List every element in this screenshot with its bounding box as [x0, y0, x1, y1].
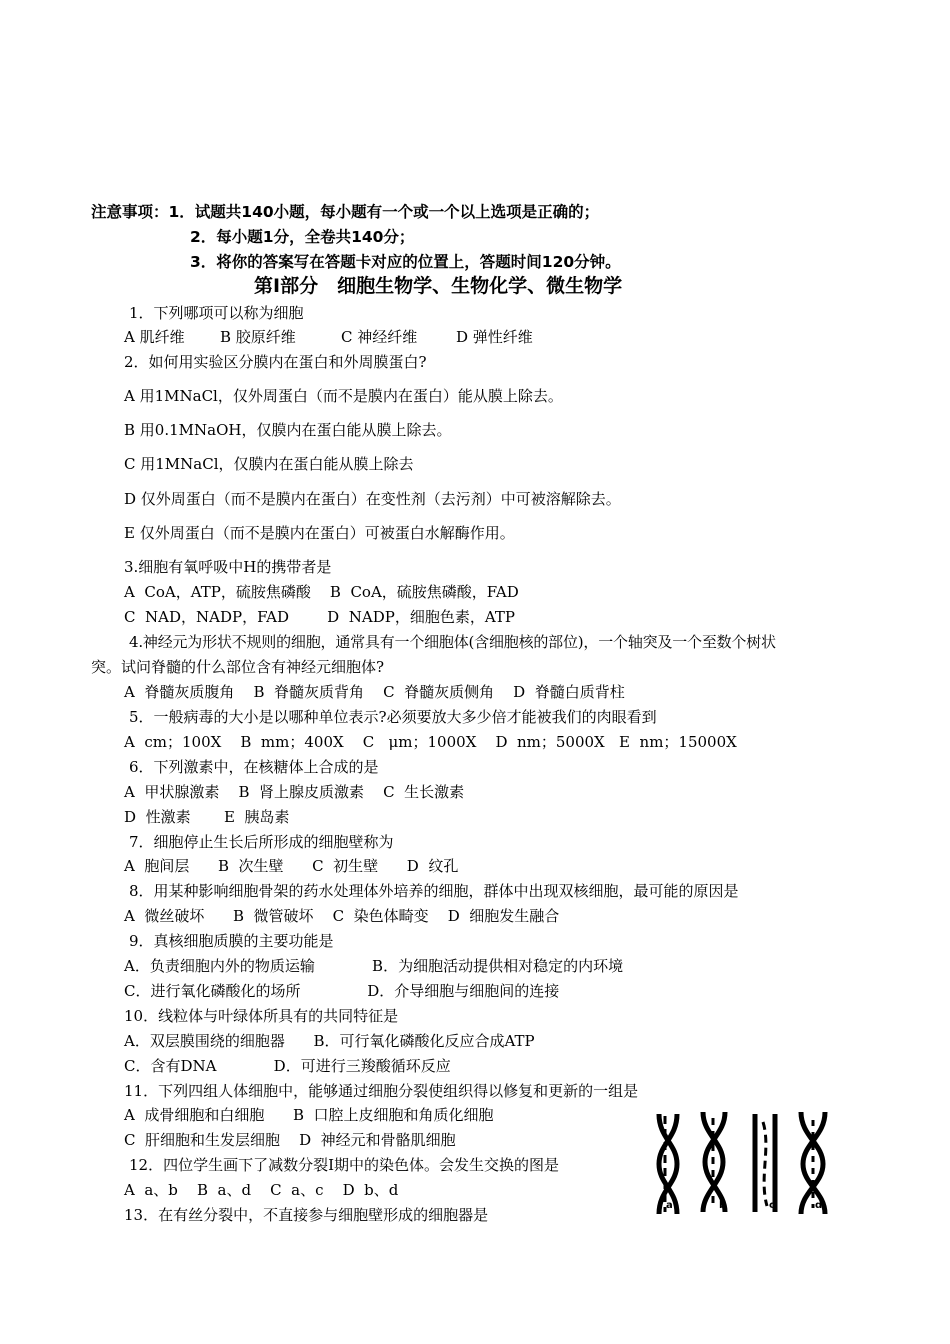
section-title: 第Ⅰ部分 细胞生物学、生物化学、微生物学	[254, 275, 623, 297]
q4-options: A 脊髓灰质腹角 B 脊髓灰质背角 C 脊髓灰质侧角 D 脊髓白质背柱	[124, 683, 625, 701]
q9-stem: 9．真核细胞质膜的主要功能是	[129, 932, 334, 950]
q1-stem: 1．下列哪项可以称为细胞	[129, 304, 304, 322]
q10-options-line-1: A．双层膜围绕的细胞器 B．可行氧化磷酸化反应合成ATP	[124, 1032, 535, 1050]
q6-options-line-2: D 性激素 E 胰岛素	[124, 808, 290, 826]
q7-stem: 7．细胞停止生长后所形成的细胞壁称为	[129, 833, 394, 851]
q9-options-line-2: C．进行氧化磷酸化的场所 D．介导细胞与细胞间的连接	[124, 982, 560, 1000]
chromosome-pair-c	[755, 1114, 775, 1212]
q7-options: A 胞间层 B 次生壁 C 初生壁 D 纹孔	[124, 857, 459, 875]
chromosome-pair-b	[703, 1112, 725, 1212]
q4-stem-line-1: 4.神经元为形状不规则的细胞，通常具有一个细胞体(含细胞核的部位)，一个轴突及一个至数个树状	[129, 633, 776, 651]
q11-stem: 11．下列四组人体细胞中，能够通过细胞分裂使组织得以修复和更新的一组是	[124, 1082, 639, 1100]
q4-stem-line-2: 突。试问脊髓的什么部位含有神经元细胞体?	[91, 658, 385, 676]
q2-option-b: B 用0.1MNaOH，仅膜内在蛋白能从膜上除去。	[124, 421, 452, 439]
q9-options-line-1: A．负责细胞内外的物质运输 B．为细胞活动提供相对稳定的内环境	[124, 957, 624, 975]
q1-option-c: C 神经纤维	[341, 328, 418, 346]
figure-label-d: d	[815, 1200, 823, 1211]
q6-stem: 6．下列激素中，在核糖体上合成的是	[129, 758, 379, 776]
q2-option-c: C 用1MNaCl，仅膜内在蛋白能从膜上除去	[124, 455, 414, 473]
notice-line-3: 3．将你的答案写在答题卡对应的位置上，答题时间120分钟。	[190, 253, 621, 271]
q13-stem: 13．在有丝分裂中，不直接参与细胞壁形成的细胞器是	[124, 1206, 489, 1224]
q10-stem: 10．线粒体与叶绿体所具有的共同特征是	[124, 1007, 399, 1025]
chromosome-pair-d	[801, 1112, 825, 1214]
q6-options-line-1: A 甲状腺激素 B 肾上腺皮质激素 C 生长激素	[124, 783, 465, 801]
figure-label-b: b	[719, 1200, 727, 1211]
q1-option-d: D 弹性纤维	[456, 328, 533, 346]
chromosome-pair-a	[659, 1114, 677, 1214]
q12-stem: 12．四位学生画下了减数分裂Ⅰ期中的染色体。会发生交换的图是	[129, 1156, 560, 1174]
q11-options-line-2: C 肝细胞和生发层细胞 D 神经元和骨骼肌细胞	[124, 1131, 456, 1149]
q8-options: A 微丝破坏 B 微管破坏 C 染色体畸变 D 细胞发生融合	[124, 907, 560, 925]
q2-option-d: D 仅外周蛋白（而不是膜内在蛋白）在变性剂（去污剂）中可被溶解除去。	[124, 490, 621, 508]
q1-option-b: B 胶原纤维	[220, 328, 296, 346]
q2-stem: 2．如何用实验区分膜内在蛋白和外周膜蛋白?	[124, 353, 427, 371]
notice-line-1: 注意事项：1．试题共140小题，每小题有一个或一个以上选项是正确的；	[91, 203, 600, 221]
q11-options-line-1: A 成骨细胞和白细胞 B 口腔上皮细胞和角质化细胞	[124, 1106, 494, 1124]
figure-label-c: c	[769, 1200, 775, 1211]
q5-options: A cm；100X B mm；400X C μm；1000X D nm；5000X E nm；15000X	[124, 733, 737, 751]
chromosome-figure	[651, 1108, 841, 1220]
q5-stem: 5．一般病毒的大小是以哪种单位表示?必须要放大多少倍才能被我们的肉眼看到	[129, 708, 657, 726]
q12-options: A a、b B a、d C a、c D b、d	[124, 1181, 399, 1199]
q8-stem: 8．用某种影响细胞骨架的药水处理体外培养的细胞，群体中出现双核细胞，最可能的原因是	[129, 882, 739, 900]
q2-option-a: A 用1MNaCl，仅外周蛋白（而不是膜内在蛋白）能从膜上除去。	[124, 387, 563, 405]
q3-stem: 3.细胞有氧呼吸中H的携带者是	[124, 558, 332, 576]
notice-line-2: 2．每小题1分，全卷共140分；	[190, 228, 415, 246]
q3-options-line-1: A CoA，ATP，硫胺焦磷酸 B CoA，硫胺焦磷酸，FAD	[124, 583, 519, 601]
q1-options	[124, 328, 533, 346]
q3-options-line-2: C NAD，NADP，FAD D NADP，细胞色素，ATP	[124, 608, 515, 626]
q10-options-line-2: C．含有DNA D．可进行三羧酸循环反应	[124, 1057, 451, 1075]
q1-option-a: A 肌纤维	[124, 328, 185, 346]
q2-option-e: E 仅外周蛋白（而不是膜内在蛋白）可被蛋白水解酶作用。	[124, 524, 515, 542]
figure-label-a: a	[666, 1200, 673, 1211]
